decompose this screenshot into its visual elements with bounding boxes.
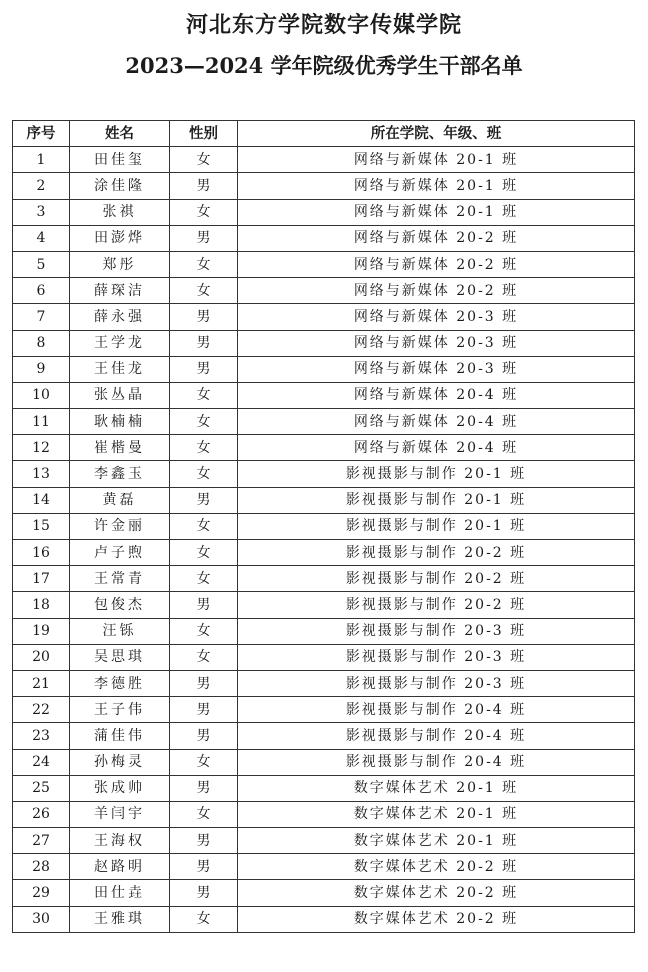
cell-name: 薛永强 [70,304,170,330]
cell-gender: 男 [170,225,238,251]
document-subtitle: 2023—2024 学年院级优秀学生干部名单 [125,53,523,78]
cell-name: 王雅琪 [70,906,170,932]
cell-name: 郑彤 [70,251,170,277]
cell-class: 数字媒体艺术 20-1 班 [238,828,635,854]
table-row [13,828,635,854]
cell-name: 李德胜 [70,670,170,696]
cell-class: 影视摄影与制作 20-1 班 [238,487,635,513]
cell-index: 23 [13,723,70,749]
table-row [13,251,635,277]
cell-index: 16 [13,540,70,566]
col-header-class: 所在学院、年级、班 [238,121,635,147]
cell-class: 影视摄影与制作 20-2 班 [238,566,635,592]
cell-gender: 男 [170,173,238,199]
cell-name: 王学龙 [70,330,170,356]
cell-gender: 男 [170,356,238,382]
cell-name: 吴思琪 [70,644,170,670]
cell-index: 27 [13,828,70,854]
cell-gender: 男 [170,775,238,801]
cell-index: 12 [13,435,70,461]
cell-name: 涂佳隆 [70,173,170,199]
cell-name: 耿楠楠 [70,409,170,435]
cell-name: 田仕垚 [70,880,170,906]
cell-index: 2 [13,173,70,199]
col-header-gender: 性别 [170,121,238,147]
table-row [13,670,635,696]
cell-class: 网络与新媒体 20-3 班 [238,330,635,356]
cell-class: 影视摄影与制作 20-1 班 [238,461,635,487]
table-row [13,854,635,880]
cell-name: 黄磊 [70,487,170,513]
table-row [13,749,635,775]
cell-gender: 女 [170,906,238,932]
cell-class: 影视摄影与制作 20-3 班 [238,644,635,670]
cell-index: 29 [13,880,70,906]
cell-index: 20 [13,644,70,670]
cell-index: 28 [13,854,70,880]
cell-index: 6 [13,278,70,304]
cell-name: 汪铄 [70,618,170,644]
table-row [13,775,635,801]
cell-class: 影视摄影与制作 20-4 班 [238,723,635,749]
cell-class: 网络与新媒体 20-1 班 [238,147,635,173]
table-row [13,801,635,827]
table-row [13,644,635,670]
cell-class: 影视摄影与制作 20-4 班 [238,697,635,723]
cell-gender: 男 [170,304,238,330]
table-row [13,409,635,435]
cell-gender: 女 [170,801,238,827]
cell-gender: 男 [170,487,238,513]
cell-index: 4 [13,225,70,251]
cell-name: 田佳玺 [70,147,170,173]
student-cadre-table [12,120,635,933]
cell-name: 许金丽 [70,513,170,539]
cell-name: 李鑫玉 [70,461,170,487]
table-row [13,566,635,592]
cell-gender: 男 [170,828,238,854]
cell-index: 15 [13,513,70,539]
cell-class: 影视摄影与制作 20-3 班 [238,670,635,696]
cell-gender: 女 [170,461,238,487]
cell-gender: 女 [170,513,238,539]
col-header-name: 姓名 [70,121,170,147]
cell-index: 19 [13,618,70,644]
cell-index: 11 [13,409,70,435]
cell-class: 数字媒体艺术 20-1 班 [238,801,635,827]
cell-gender: 男 [170,880,238,906]
cell-class: 影视摄影与制作 20-2 班 [238,540,635,566]
cell-class: 网络与新媒体 20-2 班 [238,225,635,251]
table-row [13,540,635,566]
table-row [13,880,635,906]
cell-name: 王佳龙 [70,356,170,382]
table-row [13,618,635,644]
cell-index: 5 [13,251,70,277]
cell-gender: 女 [170,749,238,775]
cell-gender: 女 [170,644,238,670]
cell-gender: 男 [170,592,238,618]
cell-index: 7 [13,304,70,330]
cell-class: 网络与新媒体 20-2 班 [238,251,635,277]
table-row [13,356,635,382]
cell-gender: 女 [170,566,238,592]
cell-index: 10 [13,382,70,408]
cell-name: 包俊杰 [70,592,170,618]
cell-gender: 男 [170,723,238,749]
cell-class: 网络与新媒体 20-4 班 [238,382,635,408]
cell-gender: 男 [170,854,238,880]
cell-index: 25 [13,775,70,801]
cell-index: 21 [13,670,70,696]
table-row [13,382,635,408]
cell-class: 网络与新媒体 20-2 班 [238,278,635,304]
cell-index: 24 [13,749,70,775]
cell-name: 崔楷曼 [70,435,170,461]
cell-name: 王常青 [70,566,170,592]
table-row [13,147,635,173]
cell-index: 17 [13,566,70,592]
cell-gender: 女 [170,199,238,225]
table-row [13,461,635,487]
table-row [13,199,635,225]
cell-name: 孙梅灵 [70,749,170,775]
cell-class: 影视摄影与制作 20-3 班 [238,618,635,644]
table-row [13,304,635,330]
cell-gender: 女 [170,618,238,644]
cell-name: 薛琛洁 [70,278,170,304]
cell-class: 网络与新媒体 20-1 班 [238,199,635,225]
cell-class: 网络与新媒体 20-3 班 [238,356,635,382]
cell-class: 网络与新媒体 20-1 班 [238,173,635,199]
cell-name: 田澎烨 [70,225,170,251]
cell-gender: 男 [170,670,238,696]
cell-index: 18 [13,592,70,618]
document-title: 河北东方学院数字传媒学院 [185,12,462,38]
cell-index: 8 [13,330,70,356]
cell-name: 张成帅 [70,775,170,801]
table-row [13,225,635,251]
cell-gender: 女 [170,278,238,304]
table-row [13,330,635,356]
cell-class: 影视摄影与制作 20-1 班 [238,513,635,539]
cell-name: 赵路明 [70,854,170,880]
table-row [13,906,635,932]
col-header-index: 序号 [13,121,70,147]
cell-index: 1 [13,147,70,173]
cell-class: 数字媒体艺术 20-1 班 [238,775,635,801]
cell-gender: 男 [170,697,238,723]
table-row [13,278,635,304]
cell-gender: 女 [170,382,238,408]
cell-gender: 女 [170,409,238,435]
table-row [13,513,635,539]
table-row [13,697,635,723]
cell-gender: 女 [170,251,238,277]
cell-class: 数字媒体艺术 20-2 班 [238,880,635,906]
table-row [13,592,635,618]
cell-class: 网络与新媒体 20-4 班 [238,409,635,435]
table-row [13,723,635,749]
cell-class: 数字媒体艺术 20-2 班 [238,906,635,932]
table-body [13,147,635,933]
cell-index: 26 [13,801,70,827]
cell-gender: 女 [170,435,238,461]
cell-name: 卢子煦 [70,540,170,566]
table-header-row [13,121,635,147]
cell-gender: 女 [170,147,238,173]
cell-name: 张丛晶 [70,382,170,408]
cell-class: 影视摄影与制作 20-4 班 [238,749,635,775]
table-row [13,173,635,199]
table-row [13,435,635,461]
cell-index: 22 [13,697,70,723]
cell-name: 王子伟 [70,697,170,723]
cell-class: 网络与新媒体 20-3 班 [238,304,635,330]
cell-name: 张祺 [70,199,170,225]
cell-class: 数字媒体艺术 20-2 班 [238,854,635,880]
cell-gender: 女 [170,540,238,566]
cell-class: 影视摄影与制作 20-2 班 [238,592,635,618]
cell-name: 羊闫宇 [70,801,170,827]
cell-name: 王海权 [70,828,170,854]
cell-index: 13 [13,461,70,487]
cell-gender: 男 [170,330,238,356]
cell-class: 网络与新媒体 20-4 班 [238,435,635,461]
cell-index: 9 [13,356,70,382]
cell-index: 30 [13,906,70,932]
table-row [13,487,635,513]
cell-index: 14 [13,487,70,513]
cell-name: 蒲佳伟 [70,723,170,749]
cell-index: 3 [13,199,70,225]
